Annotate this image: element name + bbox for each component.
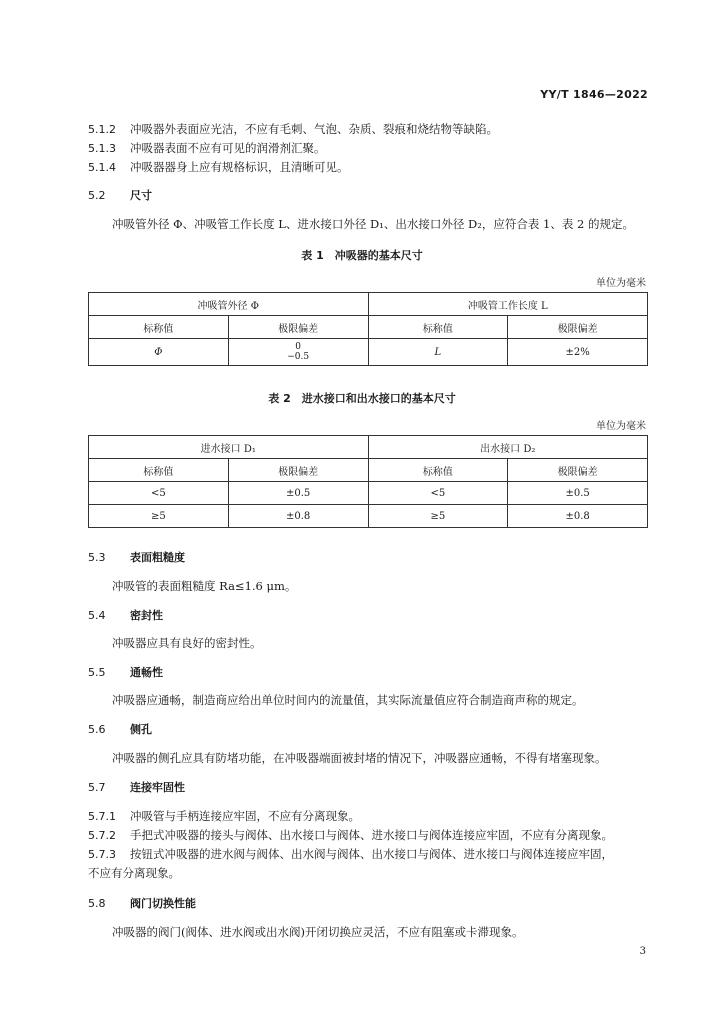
section-heading-5-5 — [88, 664, 163, 680]
section-heading-5-2 — [88, 187, 152, 203]
table-2 — [88, 435, 648, 528]
paragraph-5-4: 冲吸器应具有良好的密封性。 — [112, 636, 262, 650]
tolerance-lower: −0.5 — [287, 352, 310, 362]
table2-cell: ±0.5 — [508, 482, 648, 505]
table2-subheader: 极限偏差 — [508, 459, 648, 482]
clause-number: 5.7.3 — [88, 848, 116, 861]
section-number: 5.6 — [88, 723, 106, 736]
table1-unit: 单位为毫米 — [596, 278, 646, 289]
table2-subheader: 标称值 — [89, 459, 229, 482]
section-heading-5-8 — [88, 895, 196, 911]
section-title: 密封性 — [130, 609, 163, 622]
table1-header-length: 冲吸管工作长度 L — [368, 293, 648, 316]
table2-cell: ±0.8 — [228, 505, 368, 528]
table2-cell: ≥5 — [89, 505, 229, 528]
table2-header-inlet: 进水接口 D₁ — [89, 436, 369, 459]
table2-cell: <5 — [89, 482, 229, 505]
table2-header-outlet: 出水接口 D₂ — [368, 436, 648, 459]
page-number: 3 — [639, 946, 646, 957]
clause-number: 5.7.1 — [88, 810, 116, 823]
table1-cell: Φ — [89, 339, 229, 366]
clause-number: 5.7.2 — [88, 829, 116, 842]
paragraph-5-2: 冲吸管外径 Φ、冲吸管工作长度 L、进水接口外径 D₁、出水接口外径 D₂，应符合表 1、表 2 的规定。 — [112, 217, 634, 231]
table-row — [89, 482, 648, 505]
table2-cell: <5 — [368, 482, 508, 505]
paragraph-5-8: 冲吸器的阀门(阀体、进水阀或出水阀)开闭切换应灵活，不应有阻塞或卡滞现象。 — [112, 925, 524, 939]
clause-number: 5.1.3 — [88, 142, 116, 155]
paragraph-5-5: 冲吸器应通畅，制造商应给出单位时间内的流量值，其实际流量值应符合制造商声称的规定。 — [112, 693, 584, 707]
table2-caption: 表 2 进水接口和出水接口的基本尺寸 — [268, 392, 456, 405]
clause-5-7-3-continuation: 不应有分离现象。 — [88, 866, 180, 880]
document-code: YY/T 1846—2022 — [540, 88, 648, 101]
section-title: 表面粗糙度 — [130, 551, 185, 564]
clause-5-1-2 — [88, 121, 498, 137]
section-title: 通畅性 — [130, 666, 163, 679]
table1-subheader: 极限偏差 — [508, 316, 648, 339]
section-number: 5.2 — [88, 189, 106, 202]
table2-unit: 单位为毫米 — [596, 421, 646, 432]
section-heading-5-7 — [88, 779, 185, 795]
table2-subheader: 标称值 — [368, 459, 508, 482]
table1-caption: 表 1 冲吸器的基本尺寸 — [301, 249, 423, 262]
section-title: 阀门切换性能 — [130, 897, 196, 910]
paragraph-5-6: 冲吸器的侧孔应具有防堵功能，在冲吸器端面被封堵的情况下，冲吸器应通畅，不得有堵塞现象。 — [112, 751, 607, 765]
section-number: 5.3 — [88, 551, 106, 564]
clause-text: 手把式冲吸器的接头与阀体、出水接口与阀体、进水接口与阀体连接应牢固，不应有分离现象。 — [130, 828, 613, 842]
table2-subheader: 极限偏差 — [228, 459, 368, 482]
table1-cell: ±2% — [508, 339, 648, 366]
table-row — [89, 505, 648, 528]
clause-5-1-4 — [88, 159, 349, 175]
table2-cell: ±0.8 — [508, 505, 648, 528]
table2-cell: ≥5 — [368, 505, 508, 528]
section-number: 5.7 — [88, 781, 106, 794]
clause-text: 冲吸管与手柄连接应牢固，不应有分离现象。 — [130, 809, 360, 823]
table2-cell: ±0.5 — [228, 482, 368, 505]
section-heading-5-3 — [88, 549, 185, 565]
clause-5-1-3 — [88, 140, 326, 156]
clause-text: 按钮式冲吸器的进水阀与阀体、出水阀与阀体、出水接口与阀体、进水接口与阀体连接应牢固， — [130, 847, 613, 861]
tolerance-upper: 0 — [295, 342, 301, 352]
paragraph-5-3: 冲吸管的表面粗糙度 Ra≤1.6 μm。 — [112, 579, 297, 593]
section-number: 5.5 — [88, 666, 106, 679]
clause-5-7-2 — [88, 827, 613, 843]
table1-cell: L — [368, 339, 508, 366]
table1-cell-tolerance — [228, 339, 368, 366]
section-title: 连接牢固性 — [130, 781, 185, 794]
section-number: 5.8 — [88, 897, 106, 910]
clause-5-7-1 — [88, 808, 360, 824]
section-title: 侧孔 — [130, 723, 152, 736]
section-title: 尺寸 — [130, 189, 152, 202]
clause-number: 5.1.4 — [88, 161, 116, 174]
section-heading-5-6 — [88, 721, 152, 737]
clause-text: 冲吸器器身上应有规格标识，且清晰可见。 — [130, 160, 349, 174]
table-1 — [88, 292, 648, 366]
table1-subheader: 极限偏差 — [228, 316, 368, 339]
table-row — [89, 339, 648, 366]
section-number: 5.4 — [88, 609, 106, 622]
table1-subheader: 标称值 — [368, 316, 508, 339]
table1-header-diameter: 冲吸管外径 Φ — [89, 293, 369, 316]
clause-text: 冲吸器表面不应有可见的润滑剂汇聚。 — [130, 141, 326, 155]
clause-text: 冲吸器外表面应光洁，不应有毛刺、气泡、杂质、裂痕和烧结物等缺陷。 — [130, 122, 498, 136]
clause-number: 5.1.2 — [88, 123, 116, 136]
clause-5-7-3 — [88, 846, 613, 862]
table1-subheader: 标称值 — [89, 316, 229, 339]
section-heading-5-4 — [88, 607, 163, 623]
